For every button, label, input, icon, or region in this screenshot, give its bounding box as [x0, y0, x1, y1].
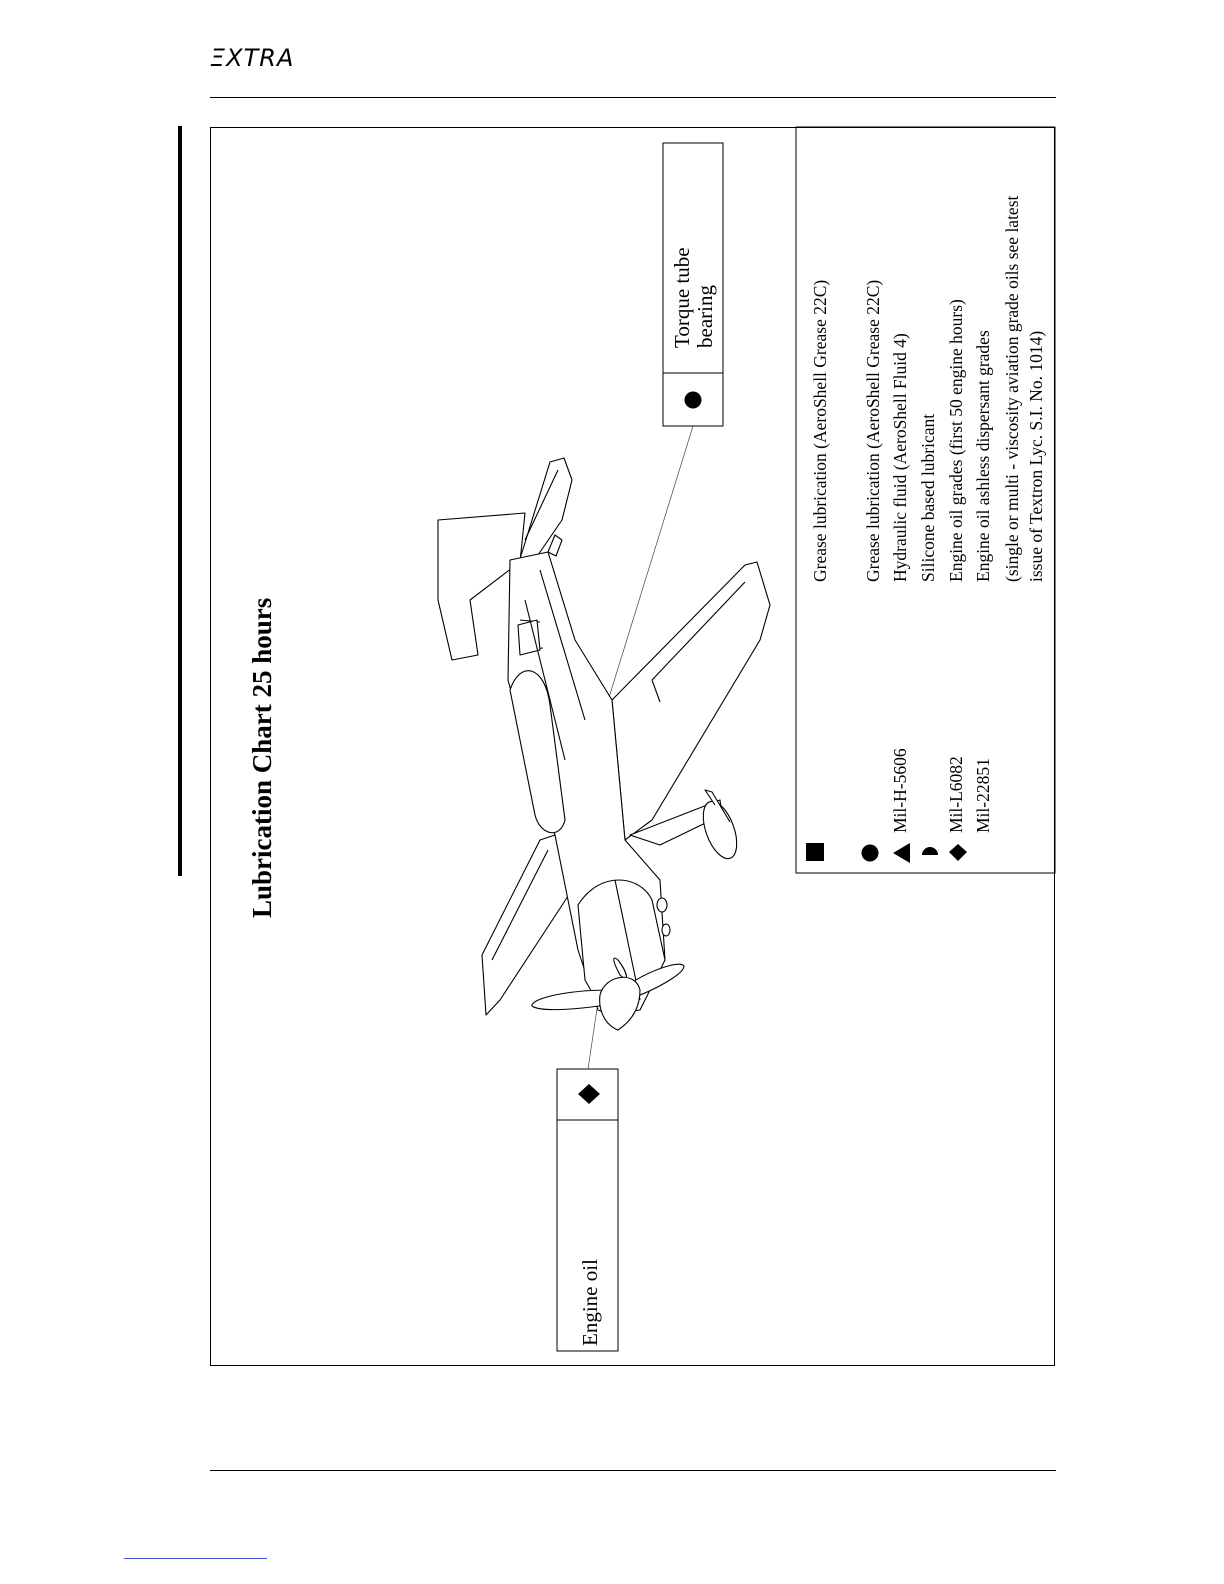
legend-spec: Mil-H-5606: [890, 748, 910, 833]
circle-icon: [685, 392, 702, 409]
diamond-icon: [949, 844, 967, 861]
callout-label: Engine oil: [578, 1259, 602, 1346]
legend-note: issue of Textron Lyc. S.I. No. 1014): [1026, 330, 1046, 582]
legend-note: (single or multi - viscosity aviation grade oils see latest: [1002, 195, 1022, 582]
callout-engine-oil: [557, 1069, 618, 1351]
legend-spec: Mil-L6082: [946, 756, 966, 833]
legend-text: Silicone based lubricant: [918, 413, 938, 582]
diamond-icon: [578, 1084, 600, 1104]
chart-title: Lubrication Chart 25 hours: [247, 597, 277, 918]
legend-text: Hydraulic fluid (AeroShell Fluid 4): [890, 333, 910, 582]
legend-text: Engine oil grades (first 50 engine hours): [946, 299, 966, 582]
callout-label: bearing: [693, 285, 717, 348]
triangle-icon: [893, 843, 910, 863]
legend-text: Engine oil ashless dispersant grades: [973, 330, 993, 582]
legend-text: Grease lubrication (AeroShell Grease 22C): [863, 279, 883, 582]
legend-text: Grease lubrication (AeroShell Grease 22C): [810, 279, 830, 582]
callout-torque-tube: [663, 143, 723, 426]
legend-spec: Mil-22851: [973, 758, 993, 833]
extra-logo: ΞXTRA: [210, 44, 295, 72]
square-icon: [806, 843, 824, 861]
circle-icon: [862, 845, 879, 862]
half-circle-icon: [922, 847, 938, 855]
callout-label: Torque tube: [670, 247, 694, 348]
aircraft-drawing: [438, 458, 770, 1030]
